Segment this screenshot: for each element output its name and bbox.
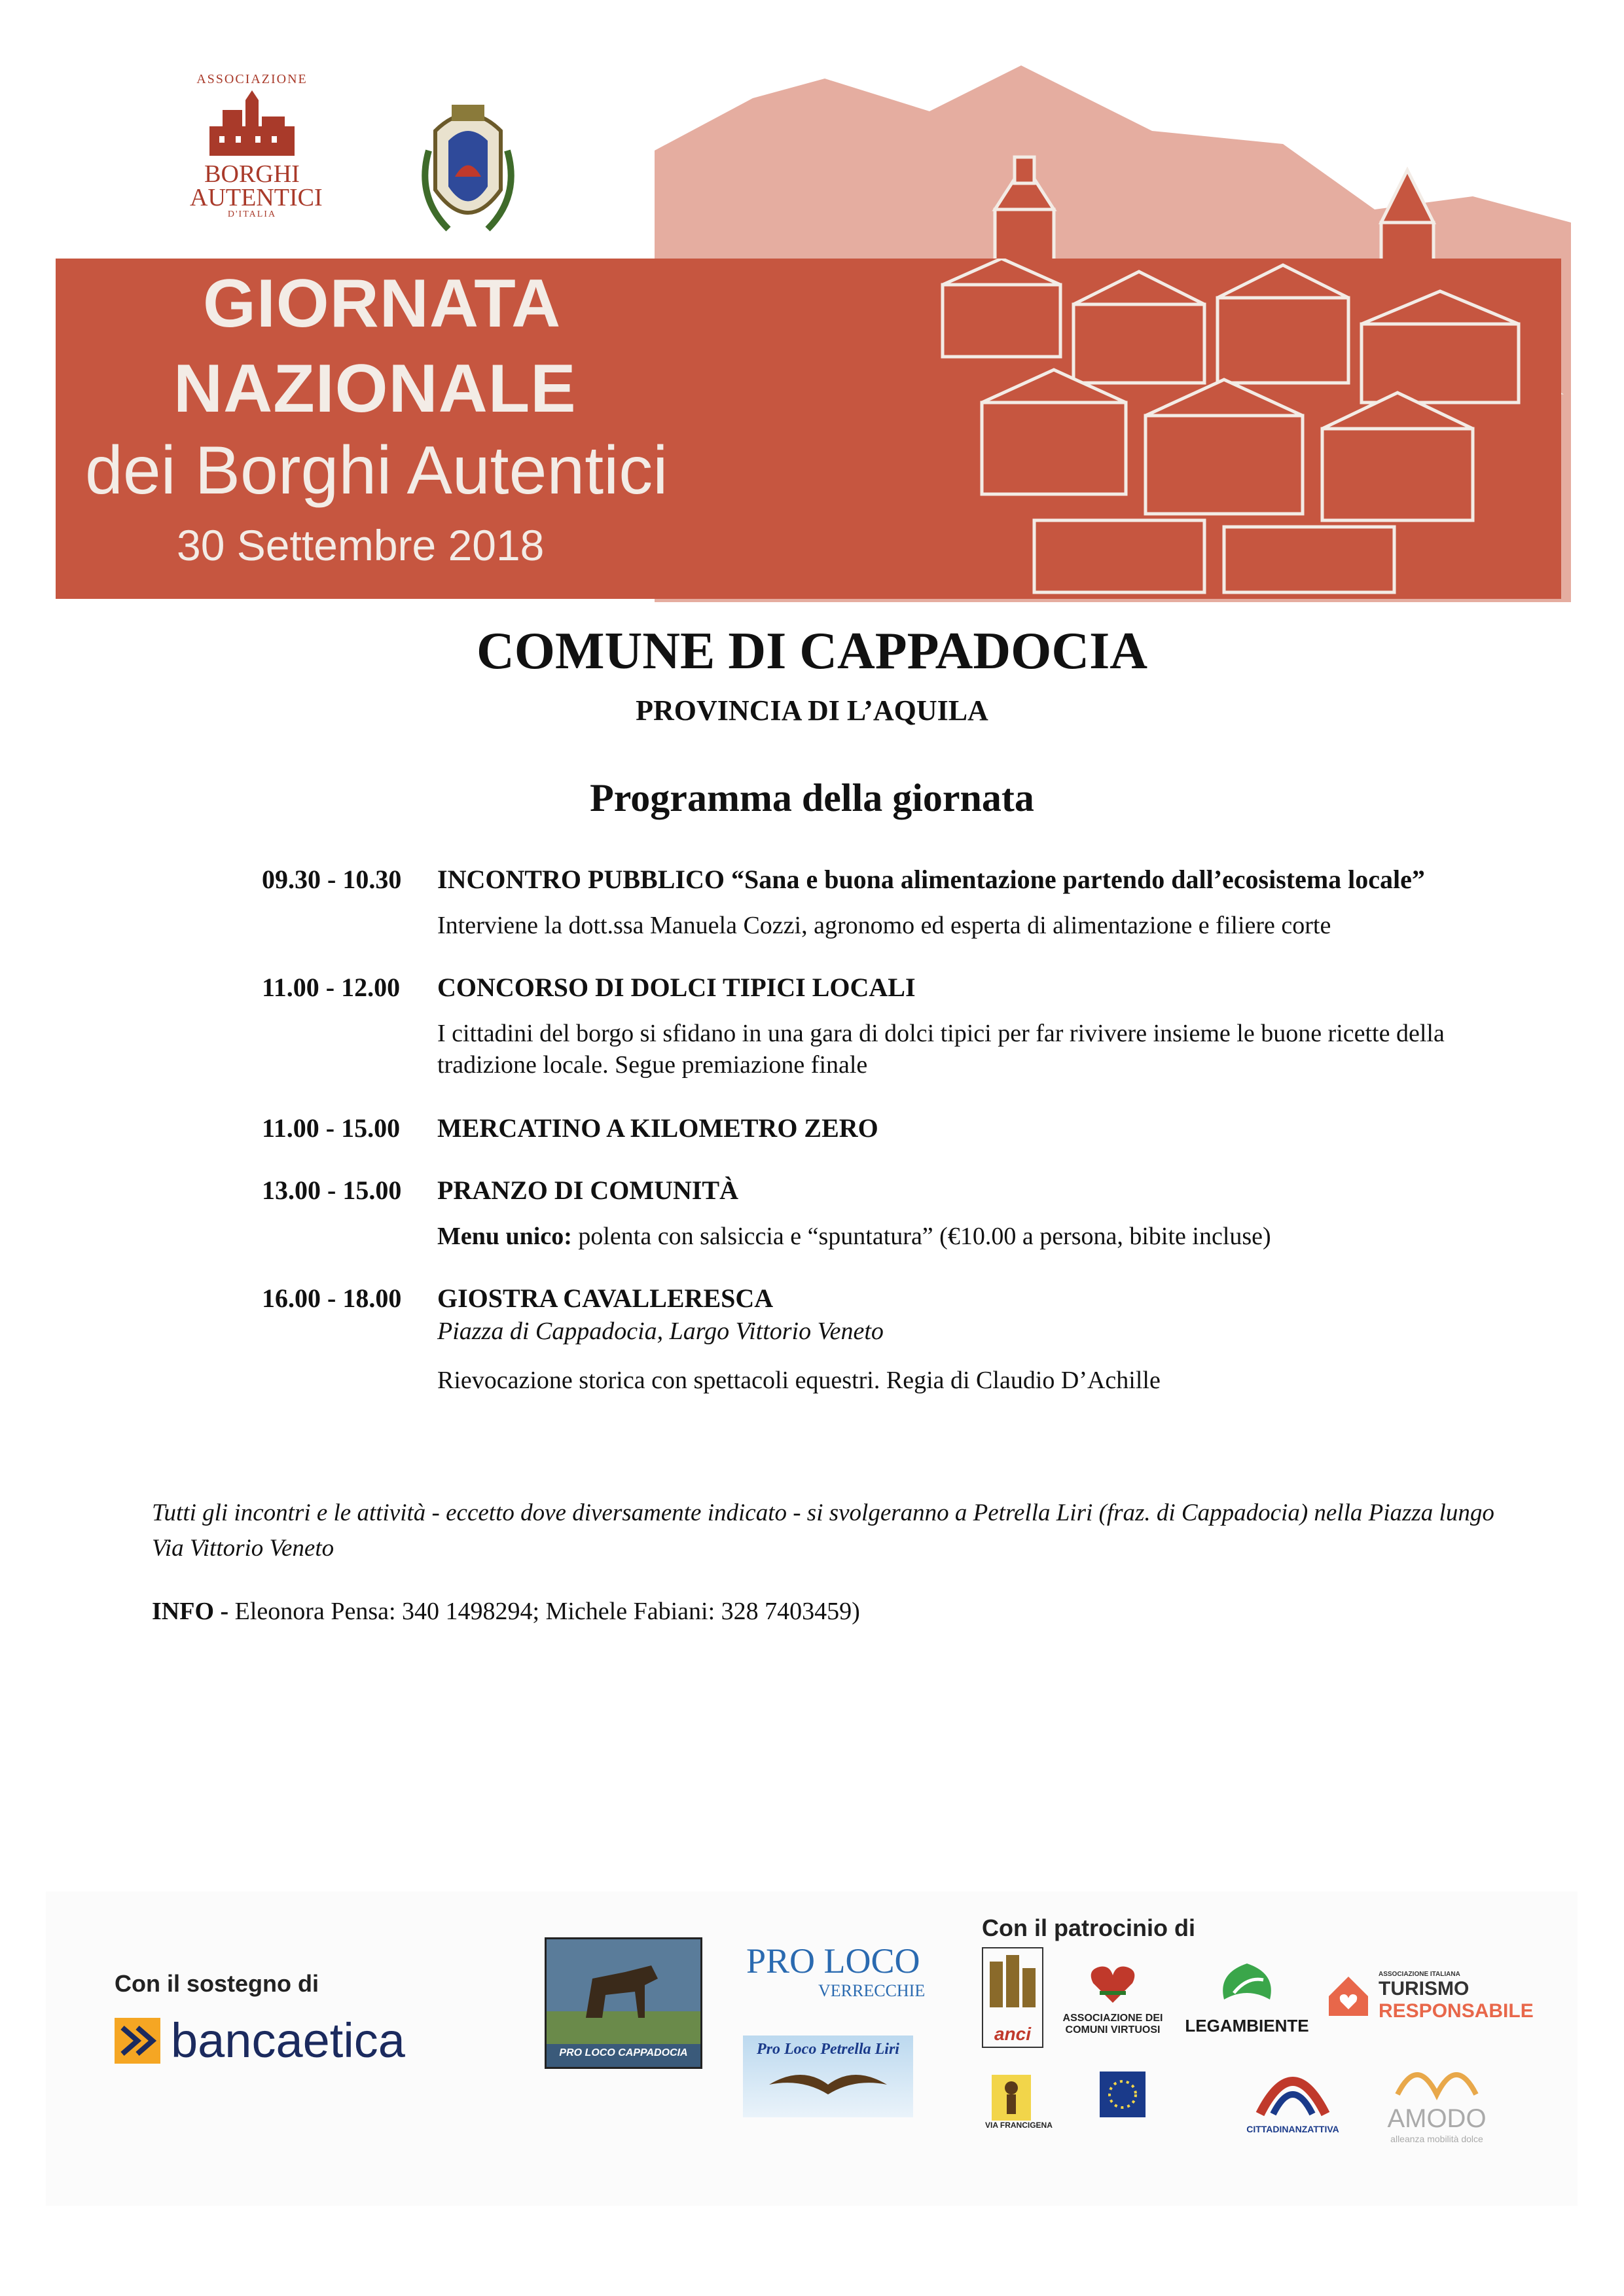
proloco-verrecchie-place: VERRECCHIE [818, 1981, 926, 2000]
anci-icon [983, 1948, 1042, 2020]
village-icon [196, 87, 308, 159]
event-2-title: CONCORSO DI DOLCI TIPICI LOCALI [437, 973, 916, 1002]
turismo-responsabile-logo [1322, 1970, 1534, 2022]
turismo-label-1: ASSOCIAZIONE ITALIANA [1379, 1970, 1460, 1978]
event-3-title: MERCATINO A KILOMETRO ZERO [437, 1113, 878, 1143]
event-4-title: PRANZO DI COMUNITÀ [437, 1175, 738, 1205]
event-5-time: 16.00 - 18.00 [262, 1283, 402, 1313]
house-heart-icon [1322, 1970, 1375, 2022]
info-label: INFO - [152, 1598, 229, 1625]
event-1-desc: Interviene la dott.ssa Manuela Cozzi, agronomo ed esperta di alimentazione e filiere corte [437, 912, 1331, 939]
legambiente-logo [1178, 1954, 1316, 2036]
sostegno-label: Con il sostegno di [115, 1970, 319, 1997]
comuni-virtuosi-label: ASSOCIAZIONE DEI COMUNI VIRTUOSI [1062, 2013, 1163, 2036]
event-4-desc-bold: Menu unico: [437, 1223, 572, 1250]
banner-title-line1: GIORNATA [203, 266, 562, 342]
banner-subtitle: dei Borghi Autentici [85, 433, 668, 509]
info-text: Eleonora Pensa: 340 1498294; Michele Fabiani: 328 7403459) [228, 1598, 860, 1625]
comune-title: COMUNE DI CAPPADOCIA [476, 622, 1148, 680]
event-3-time: 11.00 - 15.00 [262, 1113, 401, 1143]
event-5-title: GIOSTRA CAVALLERESCA [437, 1283, 774, 1313]
event-4-time: 13.00 - 15.00 [262, 1175, 402, 1205]
amodo-label: AMODO [1387, 2104, 1487, 2133]
bancaetica-text: bancaetica [171, 2013, 405, 2068]
via-francigena-logo [985, 2068, 1149, 2140]
banner-title-line2: NAZIONALE [173, 351, 577, 427]
cittadinanzattiva-icon [1254, 2055, 1332, 2121]
turismo-label-2: TURISMO [1379, 1977, 1470, 2000]
provincia-subtitle: PROVINCIA DI L’AQUILA [636, 694, 988, 726]
event-4-desc [437, 1221, 1498, 1252]
logo-country: D'ITALIA [227, 209, 277, 219]
proloco-cappadocia-label: PRO LOCO CAPPADOCIA [559, 2047, 688, 2058]
event-2-time: 11.00 - 12.00 [262, 973, 401, 1002]
via-francigena-label: VIA FRANCIGENA [985, 2121, 1053, 2130]
event-4-desc-text: polenta con salsiccia e “spuntatura” (€10.00 a persona, bibite incluse) [571, 1223, 1271, 1250]
programma-heading: Programma della giornata [590, 776, 1034, 819]
legambiente-label: LEGAMBIENTE [1185, 2016, 1309, 2036]
cittadinanzattiva-label: CITTADINANZATTIVA [1246, 2124, 1339, 2134]
proloco-verrecchie-logo [746, 1941, 929, 2001]
event-1-time: 09.30 - 10.30 [262, 865, 402, 894]
bancaetica-logo [115, 2013, 405, 2068]
amodo-sub: alleanza mobilità dolce [1390, 2134, 1483, 2144]
proloco-petrella-logo [743, 2036, 913, 2117]
info-line [152, 1597, 860, 1626]
eagle-icon [743, 2058, 913, 2104]
patrocinio-label: Con il patrocinio di [982, 1914, 1195, 1941]
horse-icon [547, 1939, 700, 2044]
anci-logo [982, 1947, 1043, 2048]
logo-name-2: AUTENTICI [190, 184, 323, 211]
proloco-petrella-label: Pro Loco Petrella Liri [757, 2041, 899, 2058]
amodo-logo [1362, 2055, 1512, 2144]
general-note: Tutti gli incontri e le attività - eccetto dove diversamente indicato - si svolgeranno a Petrella Liri (fraz. di Cappadocia) nella Piazza lungo Via Vittorio Veneto [152, 1499, 1494, 1562]
proloco-verrecchie-name: PRO LOCO [746, 1941, 920, 1981]
legambiente-icon [1211, 1954, 1283, 2013]
event-2-desc: I cittadini del borgo si sfidano in una gara di dolci tipici per far rivivere insieme le buone ricette della tradizione locale. Segue premiazione finale [437, 1020, 1445, 1079]
logo-assoc-label: ASSOCIAZIONE [196, 72, 308, 86]
event-5-desc: Rievocazione storica con spettacoli equestri. Regia di Claudio D’Achille [437, 1367, 1161, 1394]
turismo-label-3: RESPONSABILE [1379, 2000, 1534, 2022]
proloco-cappadocia-logo [545, 1937, 702, 2069]
event-1-title: INCONTRO PUBBLICO “Sana e buona alimentazione partendo dall’ecosistema locale” [437, 865, 1425, 894]
cittadinanzattiva-logo [1237, 2055, 1348, 2134]
banner-date: 30 Settembre 2018 [177, 521, 545, 569]
amodo-icon [1391, 2055, 1483, 2101]
pilgrim-icon [985, 2068, 1038, 2127]
banner-village-overlay [903, 259, 1561, 599]
coat-of-arms-icon [409, 92, 527, 249]
borghi-autentici-logo [190, 72, 323, 220]
heart-icon [1087, 1957, 1139, 2009]
comuni-virtuosi-logo [1051, 1957, 1175, 2036]
event-5-location: Piazza di Cappadocia, Largo Vittorio Veneto [437, 1318, 884, 1345]
logo-name-1: BORGHI [204, 160, 300, 188]
council-of-europe-icon [1100, 2072, 1146, 2117]
bancaetica-icon [115, 2018, 160, 2064]
anci-label: anci [994, 2024, 1032, 2044]
